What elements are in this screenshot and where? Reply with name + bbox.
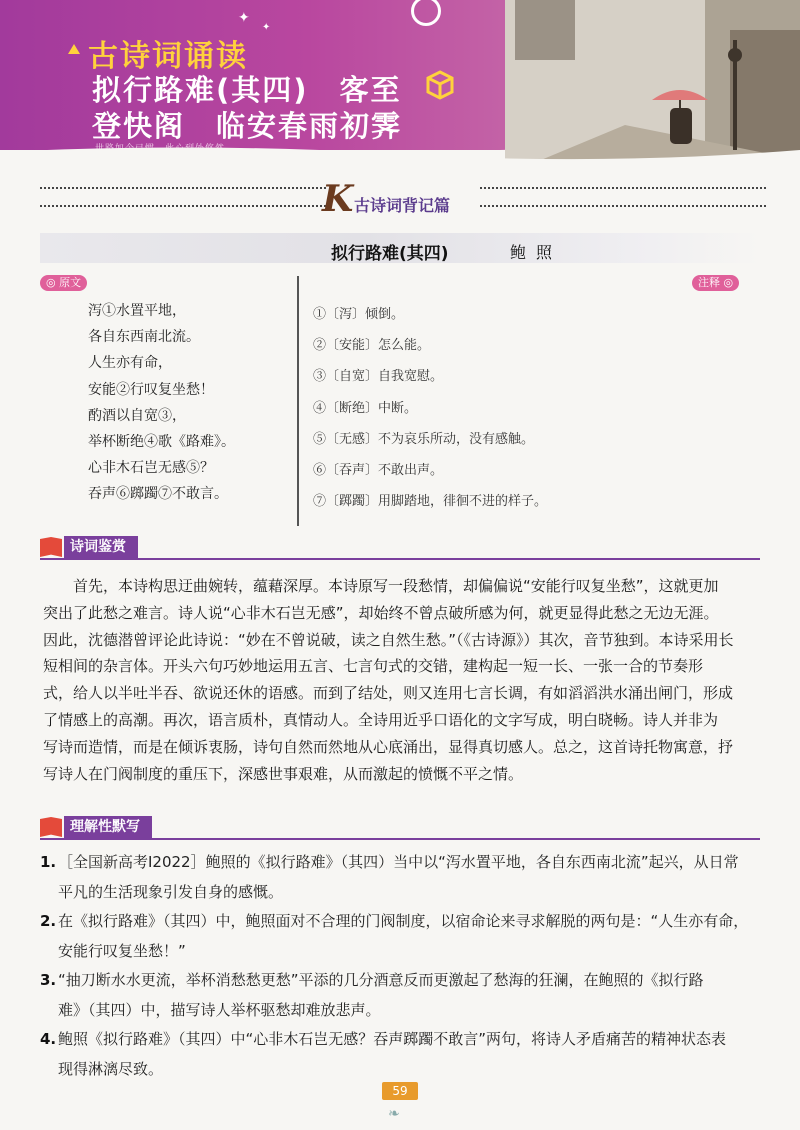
k-logo-icon: K	[322, 178, 354, 220]
question-number: 1.	[40, 853, 57, 871]
heading-rule	[40, 558, 760, 560]
page-number: 59	[382, 1082, 418, 1100]
paragraph-line: 写诗而造情，而是在倾诉衷肠，诗句自然而然地从心底涌出，显得真切感人。总之，这首诗托物寓意，抒	[43, 737, 734, 756]
sparkle-icon: ✦	[238, 10, 250, 26]
paragraph-line: 突出了此愁之难言。诗人说“心非木石岂无感”，却始终不曾点破所感为何，就更显得此愁之无边无涯。	[43, 603, 719, 622]
question-line	[40, 937, 760, 967]
banner-wave	[0, 140, 800, 168]
dotted-rule-right	[480, 187, 766, 207]
question-text: “抽刀断水水更流，举杯消愁愁更愁”平添的几分酒意反而更激起了愁海的狂澜，在鲍照的《拟行路	[58, 971, 704, 989]
book-icon	[40, 537, 62, 557]
paragraph-line: 首先，本诗构思迂曲婉转，蕴藉深厚。本诗原写一段愁情，却偏偏说“安能行叹复坐愁”，这就更加	[43, 577, 719, 595]
heading-rule	[40, 838, 760, 840]
question-line	[40, 878, 760, 908]
book-icon	[40, 817, 62, 837]
note-item: ③〔自宽〕自我宽慰。	[313, 369, 444, 385]
note-item: ⑤〔无感〕不为哀乐所动，没有感触。	[313, 431, 535, 447]
paragraph-line: 写诗人在门阀制度的重压下，深感世事艰难，从而激起的愤慨不平之情。	[43, 764, 524, 783]
question-number: 3.	[40, 971, 57, 989]
cube-icon	[426, 70, 454, 100]
note-item: ②〔安能〕怎么能。	[313, 338, 431, 354]
dotted-rule-left	[40, 187, 326, 207]
question-line	[40, 966, 760, 996]
sparkle-icon: ✦	[262, 22, 271, 33]
note-item: ①〔泻〕倾倒。	[313, 307, 405, 322]
poem-text	[88, 300, 235, 510]
appreciation-text	[43, 573, 759, 787]
poem-line: 安能②行叹复坐愁！	[88, 381, 214, 398]
question-text: 在《拟行路难》（其四）中，鲍照面对不合理的门阀制度，以宿命论来寻求解脱的两句是：“人生亦有命，	[58, 912, 749, 930]
question-text: 平凡的生活现象引发自身的感慨。	[58, 882, 284, 901]
header-banner	[0, 0, 800, 168]
notes-list	[313, 303, 547, 521]
band-title: 古诗词背记篇	[354, 196, 451, 215]
poem-line: 酌酒以自宽③，	[88, 407, 186, 424]
question-line	[40, 996, 760, 1026]
poem-title: 拟行路难(其四)	[331, 244, 449, 264]
paragraph-line: 式，给人以半吐半吞、欲说还休的语感。而到了结处，则又连用七言长调，有如滔滔洪水涌出闸门，形成	[43, 684, 734, 703]
note-item: ④〔断绝〕中断。	[313, 400, 418, 416]
poem-line: 吞声⑥踯躅⑦不敢言。	[88, 486, 228, 503]
poem-line: 心非木石岂无感⑤？	[88, 460, 214, 477]
poem-line: 各自东西南北流。	[88, 329, 200, 346]
triangle-icon	[68, 44, 80, 54]
poem-author: 鲍照	[510, 243, 563, 262]
bird-icon: ❧	[388, 1106, 400, 1122]
paragraph-line: 了情感上的高潮。再次，语言质朴，真情动人。全诗用近乎口语化的文字写成，明白晓畅。诗人并非为	[43, 710, 719, 729]
question-line	[40, 1025, 760, 1055]
paragraph-line: 短相间的杂言体。开头六句巧妙地运用五言、七言句式的交错，建构起一短一长、一张一合的节奏形	[43, 657, 704, 676]
question-number: 2.	[40, 912, 57, 930]
question-line	[40, 907, 760, 937]
poem-titles-line1: 拟行路难(其四) 客至	[92, 73, 402, 107]
poem-line: 人生亦有命，	[88, 355, 172, 372]
question-text: 现得淋漓尽致。	[58, 1059, 164, 1078]
original-text-label: ◎ 原文	[40, 275, 87, 291]
poem-line: 泻①水置平地，	[88, 303, 186, 319]
poem-line: 举杯断绝④歌《路难》。	[88, 433, 235, 450]
paragraph-line: 因此，沈德潜曾评论此诗说：“妙在不曾说破，读之自然生愁。”（《古诗源》）其次，音节独到。本诗采用长	[43, 630, 734, 649]
appreciation-label: 诗词鉴赏	[64, 536, 138, 558]
question-text: 鲍照《拟行路难》（其四）中“心非木石岂无感？吞声踯躅不敢言”两句，将诗人矛盾痛苦的精神状态表	[58, 1030, 727, 1048]
note-item: ⑥〔吞声〕不敢出声。	[313, 462, 444, 478]
question-text: ［全国新高考Ⅰ2022］鲍照的《拟行路难》（其四）当中以“泻水置平地，各自东西南北流”起兴，从日常	[58, 853, 739, 871]
dictation-label: 理解性默写	[64, 816, 152, 838]
question-text: 难》（其四）中，描写诗人举杯驱愁却难放悲声。	[58, 1000, 381, 1019]
dictation-questions	[40, 848, 760, 1084]
question-line	[40, 1055, 760, 1085]
column-divider	[297, 276, 299, 526]
question-text: 安能行叹复坐愁！”	[58, 941, 186, 960]
notes-label: 注释 ◎	[692, 275, 739, 291]
poem-titles-line2: 登快阁 临安春雨初霁	[92, 109, 403, 143]
note-item: ⑦〔踯躅〕用脚踏地，徘徊不进的样子。	[313, 494, 548, 510]
section-title: 古诗词诵读	[88, 39, 248, 74]
question-line	[40, 848, 760, 878]
question-number: 4.	[40, 1030, 57, 1048]
